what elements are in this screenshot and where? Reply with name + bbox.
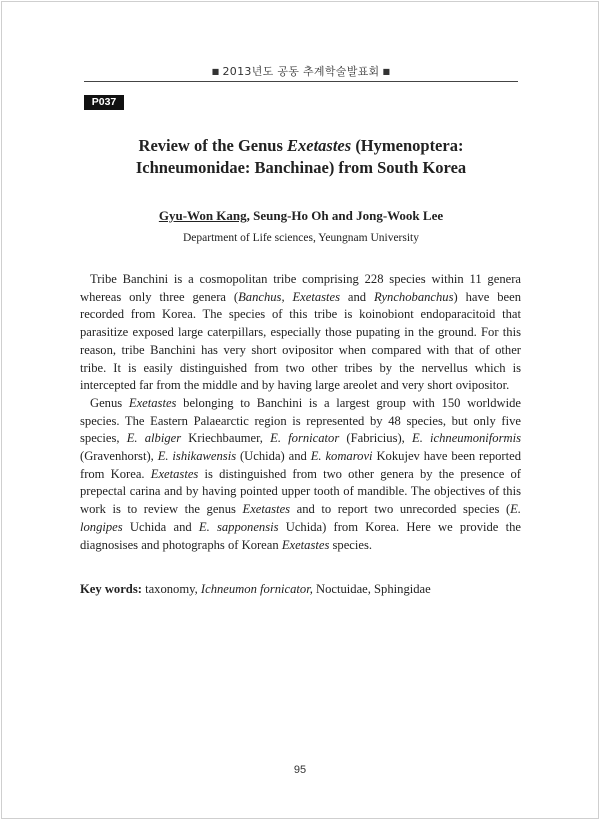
text-run: taxonomy, <box>141 582 201 596</box>
poster-id-badge: P037 <box>84 95 124 110</box>
text-run: (Fabricius), <box>339 431 413 446</box>
abstract-paragraph-1 <box>80 271 521 395</box>
title-part-1: Review of the Genus <box>138 136 288 155</box>
text-run: E. komarovi <box>310 449 373 464</box>
header-marker-left: ■ <box>211 67 220 76</box>
header-marker-right: ■ <box>382 67 391 76</box>
keywords <box>80 581 521 599</box>
text-run: belonging to Banchini is a largest group with 150 worldwide species. The Eastern Palaearctic region is represented by 48 species, but only five species, <box>80 395 521 446</box>
text-run: ) have been recorded from Korea. The species of this tribe is koinobiont endoparacitoid that parasitize exposed large caterpillars, especially those pupating in the ground. For this reason, tribe Banchini has very short ovipositor when compared with that of other tribe. It is easily distinguished from two other tribes by the nervellus which is intercepted far from the middle and by having large areolet and very short ovipositor. <box>80 289 521 393</box>
title-part-2: (Hymenoptera: Ichneumonidae: Banchinae) from South Korea <box>135 136 467 177</box>
text-run: is distinguished from two other genera by the presence of prepectal carina and by having pointed upper tooth of mandible. The objectives of this work is to review the genus <box>80 466 522 517</box>
text-run: Noctuidae, Sphingidae <box>312 582 431 596</box>
paper-title <box>84 135 518 179</box>
text-run: Banchus, Exetastes <box>238 289 341 304</box>
page-number: 95 <box>293 764 307 776</box>
keywords-list <box>142 582 431 596</box>
text-run: and <box>340 289 374 304</box>
text-run: Rynchobanchus <box>373 289 454 304</box>
title-genus: Exetastes <box>287 136 352 155</box>
presenting-author: Gyu-Won Kang <box>158 208 247 223</box>
abstract-body <box>80 271 521 554</box>
text-run: species. <box>329 537 373 552</box>
header-rule <box>84 81 518 82</box>
text-run: Ichneumon fornicator, <box>200 582 313 596</box>
text-run: Tribe Banchini is a cosmopolitan tribe comprising 228 species within 11 genera whereas only three genera ( <box>80 272 521 304</box>
text-run: E. ichneumoniformis <box>412 431 521 446</box>
text-run: E. fornicator <box>270 431 340 446</box>
text-run: Uchida) from Korea. Here we provide the diagnosises and photographs of Korean <box>80 519 522 552</box>
keywords-label: Key words: <box>80 582 142 596</box>
text-run: Kokujev have been reported from Korea. <box>80 449 522 481</box>
text-run: Exetastes <box>281 537 330 552</box>
text-run: E. sapponensis <box>198 519 279 534</box>
text-run: E. ishikawensis <box>157 449 237 464</box>
abstract-paragraph-2 <box>80 395 521 554</box>
text-run: Exetastes <box>242 502 291 517</box>
affiliation: Department of Life sciences, Yeungnam University <box>182 232 419 244</box>
text-run: Exetastes <box>128 395 177 410</box>
text-run: E. longipes <box>80 502 521 534</box>
text-run: and to report two unrecorded species ( <box>290 502 511 517</box>
header-text: 2013년도 공동 추계학술발표회 <box>222 65 380 78</box>
running-header <box>84 63 518 79</box>
text-run: E. albiger <box>126 431 182 446</box>
co-authors: , Seung-Ho Oh and Jong-Wook Lee <box>246 208 444 223</box>
text-run: Uchida and <box>122 519 199 534</box>
text-run: (Gravenhorst), <box>80 449 158 464</box>
text-run: (Uchida) and <box>236 449 311 464</box>
text-run: Genus <box>90 395 129 410</box>
author-list <box>84 208 518 224</box>
text-run: Exetastes <box>150 466 199 481</box>
text-run: Kriechbaumer, <box>181 431 271 446</box>
